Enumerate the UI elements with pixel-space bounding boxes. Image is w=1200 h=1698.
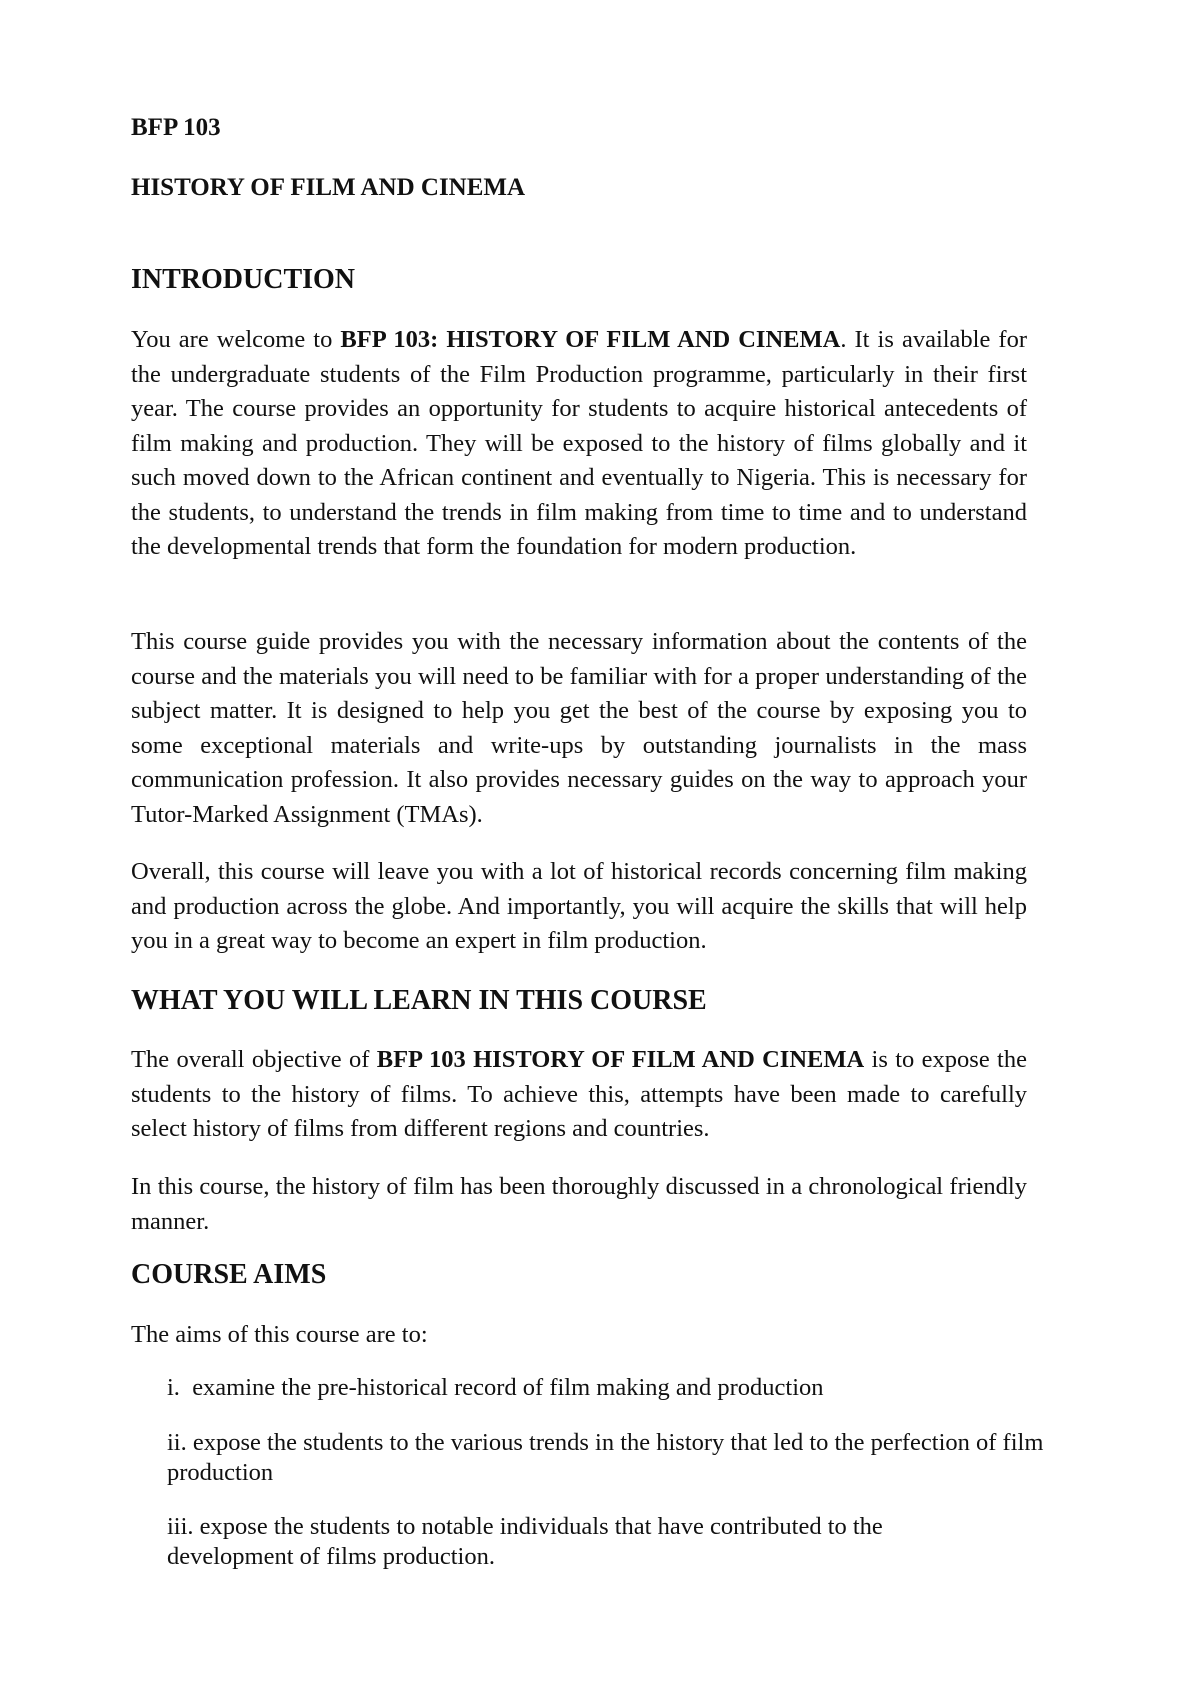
list-marker: iii.	[167, 1513, 194, 1540]
list-marker: ii.	[167, 1429, 187, 1456]
learn-heading-block	[131, 983, 1027, 1019]
list-item	[167, 1428, 1067, 1488]
introduction-paragraph-1	[131, 323, 1027, 565]
learn-paragraph-1	[131, 1043, 1027, 1147]
course-title: HISTORY OF FILM AND CINEMA	[131, 174, 526, 201]
learn-heading: WHAT YOU WILL LEARN IN THIS COURSE	[131, 985, 707, 1016]
introduction-paragraph-2: This course guide provides you with the necessary information about the contents of the course and the materials you will need to be familiar with for a proper understanding of the subject matter. It is designed to help you get the best of the course by exposing you to some exceptional materials and write-ups by outstanding journalists in the mass communication profession. It also provides necessary guides on the way to approach your Tutor-Marked Assignment (TMAs).	[131, 628, 1027, 828]
aims-heading: COURSE AIMS	[131, 1259, 327, 1290]
aims-intro: The aims of this course are to:	[131, 1321, 428, 1348]
aims-heading-block	[131, 1257, 1027, 1293]
list-item	[167, 1373, 1047, 1403]
introduction-paragraph-3: Overall, this course will leave you with a lot of historical records concerning film making and production across the globe. And importantly, you will acquire the skills that will help you in a great way to become an expert in film production.	[131, 858, 1027, 954]
learn-paragraph-2: In this course, the history of film has been thoroughly discussed in a chronological friendly manner.	[131, 1173, 1027, 1235]
introduction-heading-block	[131, 262, 1027, 298]
intro-p1-pre: You are welcome to	[131, 326, 341, 353]
learn-p1-bold: BFP 103 HISTORY OF FILM AND CINEMA	[376, 1046, 865, 1073]
learn-p1-post: is to expose the students to the history of films. To achieve this, attempts have been made to carefully select history of films from different regions and countries.	[131, 1046, 1027, 1142]
course-code: BFP 103	[131, 114, 221, 141]
list-text: expose the students to notable individuals that have contributed to the development of films production.	[167, 1513, 883, 1570]
list-marker: i.	[167, 1374, 180, 1401]
intro-p1-bold: BFP 103: HISTORY OF FILM AND CINEMA	[340, 326, 841, 353]
list-text: expose the students to the various trends in the history that led to the perfection of film production	[167, 1429, 1044, 1486]
list-item	[167, 1512, 947, 1572]
introduction-heading: INTRODUCTION	[131, 264, 356, 295]
intro-p1-post: . It is available for the undergraduate students of the Film Production programme, particularly in their first year. The course provides an opportunity for students to acquire historical antecedents of film making and production. They will be exposed to the history of films globally and it such moved down to the African continent and eventually to Nigeria. This is necessary for the students, to understand the trends in film making from time to time and to understand the developmental trends that form the foundation for modern production.	[131, 326, 1027, 560]
learn-p1-pre: The overall objective of	[131, 1046, 377, 1073]
list-text: examine the pre-historical record of film making and production	[192, 1374, 824, 1401]
